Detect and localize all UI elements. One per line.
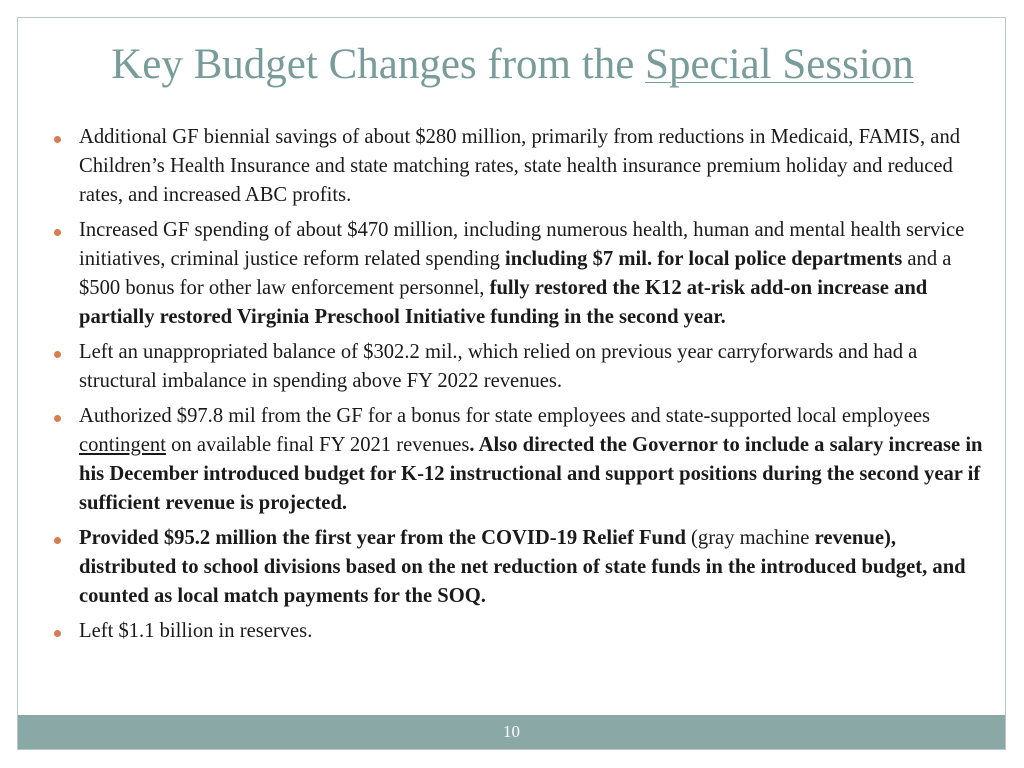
- title-prefix: Key Budget Changes from the: [111, 41, 646, 88]
- text-run: Increased GF spending of about $470 million, including numerous health, human and mental health service initiatives, criminal justice reform related spending: [79, 219, 965, 270]
- bullet-list: [48, 123, 983, 652]
- underlined-text-run: contingent: [79, 434, 166, 456]
- bullet-dot-icon: [54, 630, 61, 637]
- bullet-dot-icon: [54, 351, 61, 358]
- bullet-dot-icon: [54, 136, 61, 143]
- bullet-item: [48, 216, 983, 332]
- page-number: 10: [503, 722, 520, 741]
- bold-text-run: revenue), distributed to school divisions based on the net reduction of state funds in the introduced budget, and counted as local match payments for the SOQ.: [79, 527, 966, 607]
- text-run: and a $500 bonus for other law enforcement personnel,: [79, 248, 952, 299]
- bullet-dot-icon: [54, 415, 61, 422]
- text-run: Left an unappropriated balance of $302.2 mil., which relied on previous year carryforwards and had a structural imbalance in spending above FY 2022 revenues.: [79, 341, 918, 392]
- slide-title: [18, 40, 1007, 90]
- text-run: on available final FY 2021 revenues: [165, 434, 470, 456]
- text-run: Left $1.1 billion in reserves.: [79, 620, 313, 642]
- special-session-link[interactable]: Special Session: [645, 41, 914, 88]
- bold-text-run: fully restored the K12 at-risk add-on increase and partially restored Virginia Preschool Initiative funding in the second year.: [79, 277, 928, 328]
- bullet-item: [48, 338, 983, 396]
- bullet-dot-icon: [54, 537, 61, 544]
- text-run: Authorized $97.8 mil from the GF for a bonus for state employees and state-supported local employees: [79, 405, 930, 427]
- bullet-item: [48, 123, 983, 210]
- text-run: (gray machine: [691, 527, 815, 549]
- bullet-item: [48, 617, 983, 646]
- bold-text-run: Provided $95.2 million the first year from the COVID-19 Relief Fund: [79, 527, 692, 549]
- bullet-dot-icon: [54, 229, 61, 236]
- bullet-item: [48, 402, 983, 518]
- bold-text-run: . Also directed the Governor to include a salary increase in his December introduced budget for K-12 instructional and support positions during the second year if sufficient revenue is projected.: [79, 434, 983, 514]
- bold-text-run: including $7 mil. for local police departments: [505, 248, 903, 270]
- text-run: Additional GF biennial savings of about $280 million, primarily from reductions in Medicaid, FAMIS, and Children’s Health Insurance and state matching rates, state health insurance premium holiday and reduced rates, and increased ABC profits.: [79, 126, 961, 206]
- bullet-item: [48, 524, 983, 611]
- footer-bar: [18, 715, 1005, 749]
- slide-frame: [17, 17, 1006, 750]
